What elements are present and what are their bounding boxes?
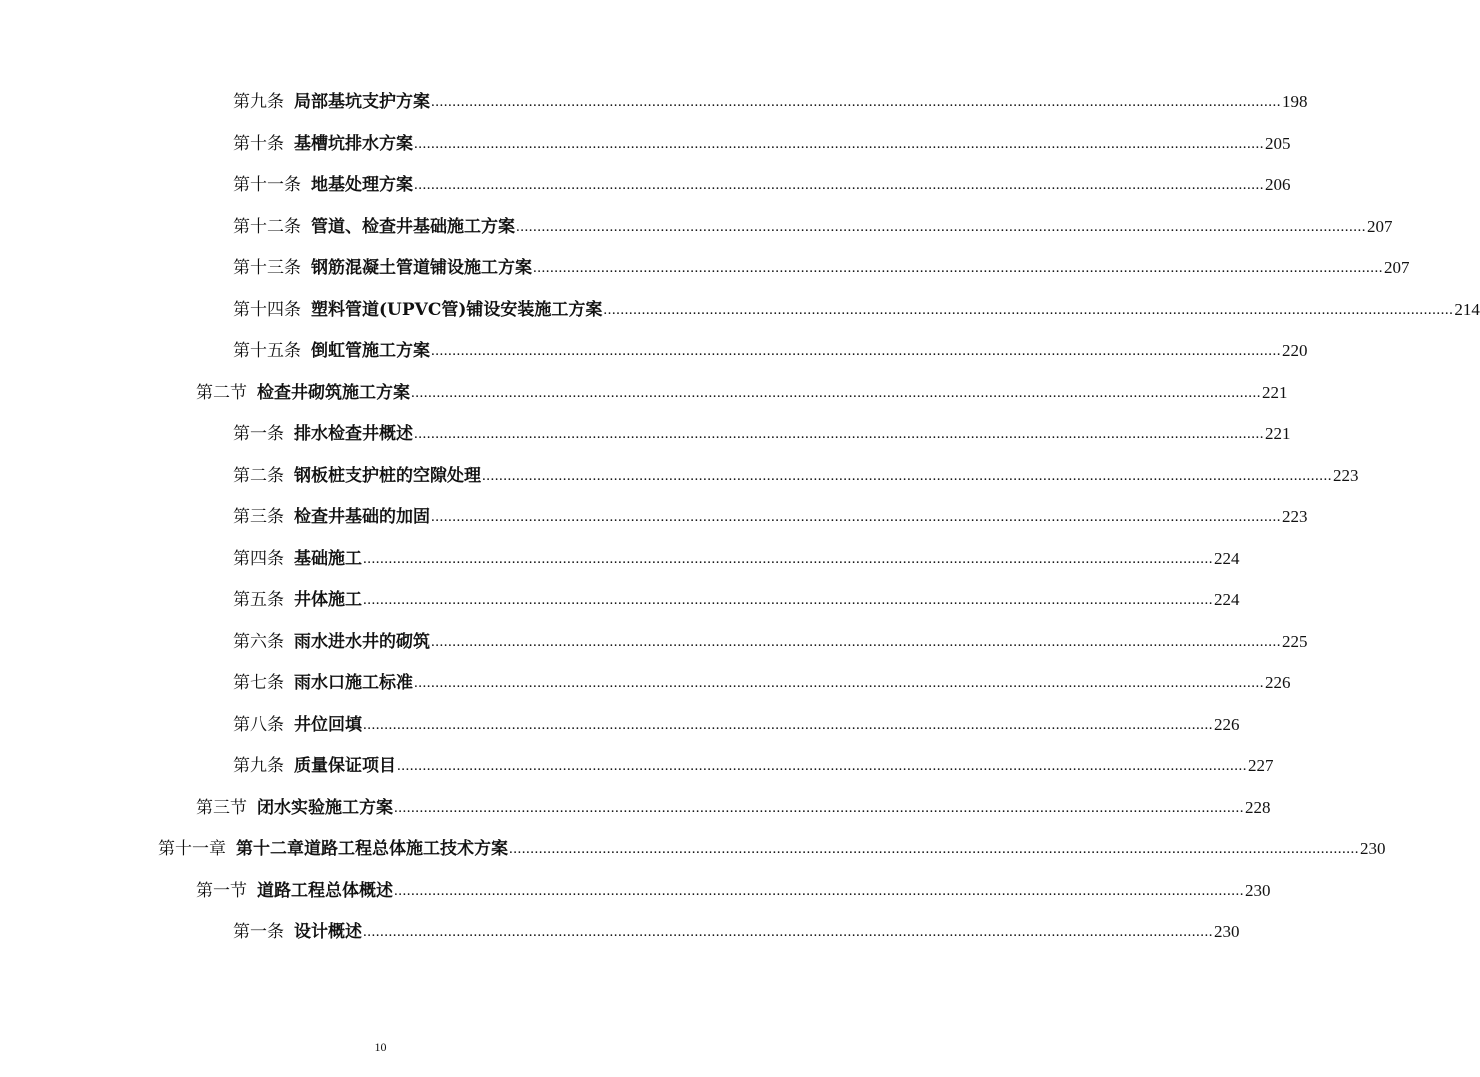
- toc-entry-number: 第一条: [233, 424, 284, 444]
- toc-entry-number: 第六条: [233, 632, 284, 652]
- toc-entry-page: 225: [1282, 632, 1308, 651]
- toc-entry-title: 检查井砌筑施工方案: [257, 383, 410, 403]
- toc-entry[interactable]: [158, 835, 1386, 863]
- toc-entry-page: 205: [1265, 134, 1291, 153]
- toc-entry-number: 第三条: [233, 507, 284, 527]
- toc-dot-leader: ........................................................................................................................................................................................................: [414, 426, 1264, 442]
- toc-entry-number: 第十条: [233, 134, 284, 154]
- toc-entry-page: 206: [1265, 175, 1291, 194]
- toc-dot-leader: ........................................................................................................................................................................................................: [414, 177, 1264, 193]
- toc-entry[interactable]: [233, 462, 1359, 490]
- toc-entry-title: 基础施工: [294, 549, 362, 569]
- toc-dot-leader: ........................................................................................................................................................................................................: [414, 136, 1264, 152]
- toc-entry[interactable]: [233, 296, 1480, 324]
- toc-entry-title: 井位回填: [294, 715, 362, 735]
- toc-entry-page: 228: [1245, 798, 1271, 817]
- toc-dot-leader: ........................................................................................................................................................................................................: [397, 758, 1247, 774]
- toc-entry-title: 倒虹管施工方案: [311, 341, 430, 361]
- toc-dot-leader: ........................................................................................................................................................................................................: [363, 924, 1213, 940]
- toc-entry-title: 道路工程总体概述: [257, 881, 393, 901]
- toc-entry-title: 质量保证项目: [294, 756, 396, 776]
- toc-entry-number: 第十五条: [233, 341, 301, 361]
- toc-entry-number: 第十一章: [158, 839, 226, 859]
- toc-dot-leader: ........................................................................................................................................................................................................: [363, 551, 1213, 567]
- toc-entry-page: 198: [1282, 92, 1308, 111]
- toc-dot-leader: ........................................................................................................................................................................................................: [363, 717, 1213, 733]
- toc-dot-leader: ........................................................................................................................................................................................................: [482, 468, 1332, 484]
- toc-entry[interactable]: [233, 711, 1240, 739]
- toc-entry-number: 第十一条: [233, 175, 301, 195]
- toc-entry-number: 第三节: [196, 798, 247, 818]
- toc-entry-page: 230: [1360, 839, 1386, 858]
- toc-entry-title: 钢板桩支护桩的空隙处理: [294, 466, 481, 486]
- toc-entry[interactable]: [233, 628, 1308, 656]
- toc-entry-page: 220: [1282, 341, 1308, 360]
- toc-entry-title: 管道、检查井基础施工方案: [311, 217, 515, 237]
- toc-entry-number: 第八条: [233, 715, 284, 735]
- toc-entry-number: 第二节: [196, 383, 247, 403]
- toc-entry-number: 第十二条: [233, 217, 301, 237]
- toc-entry-number: 第二条: [233, 466, 284, 486]
- toc-entry[interactable]: [233, 88, 1308, 116]
- toc-entry-page: 226: [1214, 715, 1240, 734]
- toc-entry-title: 局部基坑支护方案: [294, 92, 430, 112]
- toc-entry-number: 第九条: [233, 92, 284, 112]
- toc-dot-leader: ........................................................................................................................................................................................................: [509, 841, 1359, 857]
- toc-dot-leader: ........................................................................................................................................................................................................: [533, 260, 1383, 276]
- toc-entry-page: 230: [1245, 881, 1271, 900]
- toc-entry-title: 雨水口施工标准: [294, 673, 413, 693]
- toc-entry-title: 钢筋混凝土管道铺设施工方案: [311, 258, 532, 278]
- page-number: 10: [374, 1040, 387, 1054]
- toc-entry-page: 214: [1454, 300, 1480, 319]
- toc-dot-leader: ........................................................................................................................................................................................................: [431, 509, 1281, 525]
- toc-dot-leader: ........................................................................................................................................................................................................: [603, 302, 1454, 318]
- toc-entry[interactable]: [233, 545, 1240, 573]
- toc-entry[interactable]: [196, 794, 1271, 822]
- toc-entry-page: 221: [1262, 383, 1288, 402]
- toc-entry[interactable]: [233, 586, 1240, 614]
- toc-dot-leader: ........................................................................................................................................................................................................: [431, 343, 1281, 359]
- toc-dot-leader: ........................................................................................................................................................................................................: [431, 94, 1281, 110]
- toc-entry-number: 第九条: [233, 756, 284, 776]
- toc-entry-page: 226: [1265, 673, 1291, 692]
- toc-entry[interactable]: [196, 379, 1288, 407]
- toc-dot-leader: ........................................................................................................................................................................................................: [431, 634, 1281, 650]
- toc-entry-page: 224: [1214, 590, 1240, 609]
- toc-entry[interactable]: [233, 213, 1393, 241]
- toc-entry-title: 基槽坑排水方案: [294, 134, 413, 154]
- toc-entry-page: 223: [1282, 507, 1308, 526]
- toc-entry-number: 第十三条: [233, 258, 301, 278]
- toc-entry[interactable]: [233, 337, 1308, 365]
- toc-entry[interactable]: [233, 171, 1291, 199]
- toc-entry[interactable]: [233, 752, 1274, 780]
- toc-entry-number: 第七条: [233, 673, 284, 693]
- toc-entry[interactable]: [233, 130, 1291, 158]
- toc-entry-number: 第五条: [233, 590, 284, 610]
- toc-entry-page: 224: [1214, 549, 1240, 568]
- toc-dot-leader: ........................................................................................................................................................................................................: [414, 675, 1264, 691]
- toc-entry-title: 设计概述: [294, 922, 362, 942]
- toc-entry-number: 第一条: [233, 922, 284, 942]
- toc-entry-title: 雨水进水井的砌筑: [294, 632, 430, 652]
- toc-entry-number: 第四条: [233, 549, 284, 569]
- toc-entry-title: 塑料管道(UPVC管)铺设安装施工方案: [311, 300, 603, 320]
- toc-entry-title: 闭水实验施工方案: [257, 798, 393, 818]
- toc-entry-page: 223: [1333, 466, 1359, 485]
- toc-entry[interactable]: [233, 503, 1308, 531]
- toc-entry-title: 排水检查井概述: [294, 424, 413, 444]
- toc-dot-leader: ........................................................................................................................................................................................................: [363, 592, 1213, 608]
- toc-entry-title: 井体施工: [294, 590, 362, 610]
- toc-entry-page: 207: [1367, 217, 1393, 236]
- toc-entry-number: 第一节: [196, 881, 247, 901]
- toc-entry-page: 230: [1214, 922, 1240, 941]
- toc-dot-leader: ........................................................................................................................................................................................................: [394, 883, 1244, 899]
- toc-entry-page: 221: [1265, 424, 1291, 443]
- toc-dot-leader: ........................................................................................................................................................................................................: [394, 800, 1244, 816]
- toc-entry-title: 地基处理方案: [311, 175, 413, 195]
- toc-entry[interactable]: [233, 420, 1291, 448]
- toc-entry-page: 207: [1384, 258, 1410, 277]
- toc-entry[interactable]: [233, 254, 1410, 282]
- toc-entry-page: 227: [1248, 756, 1274, 775]
- toc-entry[interactable]: [233, 669, 1291, 697]
- toc-entry[interactable]: [233, 918, 1240, 946]
- toc-entry[interactable]: [196, 877, 1271, 905]
- toc-dot-leader: ........................................................................................................................................................................................................: [411, 385, 1261, 401]
- toc-entry-title: 第十二章道路工程总体施工技术方案: [236, 839, 508, 859]
- toc-entry-number: 第十四条: [233, 300, 301, 320]
- toc-dot-leader: ........................................................................................................................................................................................................: [516, 219, 1366, 235]
- toc-entry-title: 检查井基础的加固: [294, 507, 430, 527]
